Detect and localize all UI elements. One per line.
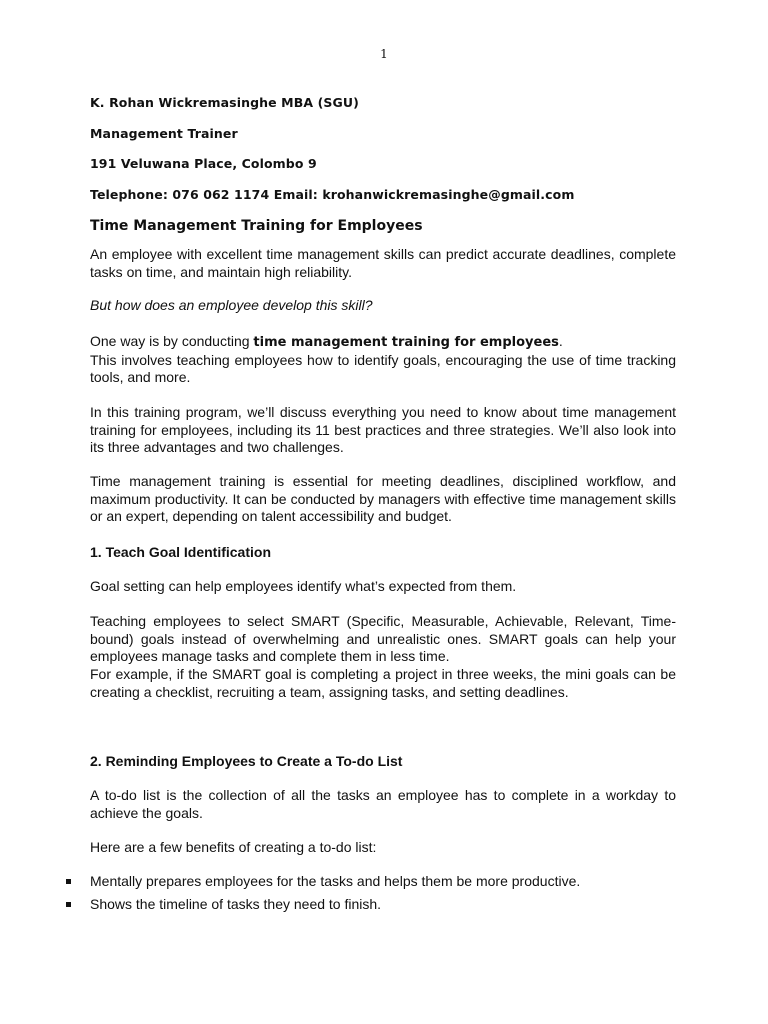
intro-paragraph-3-line2: This involves teaching employees how to identify goals, encouraging the use of time tracking tools, and more. [90, 351, 676, 385]
section2-heading: 2. Reminding Employees to Create a To-do List [90, 753, 403, 769]
intro-paragraph-3 [90, 333, 676, 387]
bullet-icon [66, 902, 71, 907]
author-name: K. Rohan Wickremasinghe MBA (SGU) [90, 95, 359, 110]
intro-p3-bold: time management training for employees [253, 335, 559, 350]
list-item-text: Shows the timeline of tasks they need to finish. [90, 896, 382, 912]
section2-paragraph-1: A to-do list is the collection of all the tasks an employee has to complete in a workday to achieve the goals. [90, 787, 676, 821]
section1-paragraph-1: Goal setting can help employees identify what’s expected from them. [90, 578, 517, 594]
intro-paragraph-3-line1 [90, 333, 676, 352]
section2-paragraph-2: Here are a few benefits of creating a to-do list: [90, 839, 377, 855]
page-number: 1 [380, 47, 388, 61]
document-title: Time Management Training for Employees [90, 218, 423, 234]
list-item-text: Mentally prepares employees for the tasks and helps them be more productive. [90, 873, 581, 889]
intro-paragraph-4: In this training program, we’ll discuss everything you need to know about time management training for employees, including its 11 best practices and three strategies. We’ll also look into its three advantages and two challenges. [90, 404, 676, 455]
intro-paragraph-5: Time management training is essential for meeting deadlines, disciplined workflow, and maximum productivity. It can be conducted by managers with effective time management skills or an expert, depending on talent accessibility and budget. [90, 473, 676, 524]
author-address: 191 Veluwana Place, Colombo 9 [90, 156, 317, 171]
section1-paragraph-3: For example, if the SMART goal is completing a project in three weeks, the mini goals can be creating a checklist, recruiting a team, assigning tasks, and setting deadlines. [90, 666, 676, 700]
intro-paragraph-1: An employee with excellent time management skills can predict accurate deadlines, complete tasks on time, and maintain high reliability. [90, 246, 676, 280]
intro-p3-post: . [558, 333, 563, 349]
intro-question: But how does an employee develop this skill? [90, 297, 373, 313]
intro-p3-pre: One way is by conducting [90, 333, 254, 349]
author-contact: Telephone: 076 062 1174 Email: krohanwickremasinghe@gmail.com [90, 187, 575, 202]
section1-heading: 1. Teach Goal Identification [90, 544, 271, 560]
section1-paragraph-2: Teaching employees to select SMART (Specific, Measurable, Achievable, Relevant, Time-bound) goals instead of overwhelming and unrealistic ones. SMART goals can help your employees manage tasks and complete them in less time. [90, 613, 676, 664]
author-role: Management Trainer [90, 126, 238, 141]
bullet-icon [66, 879, 71, 884]
